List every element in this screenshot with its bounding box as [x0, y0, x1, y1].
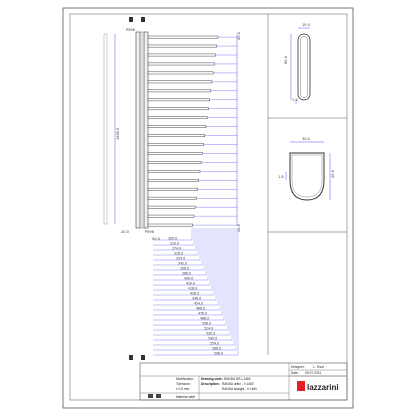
tube-bar — [148, 36, 218, 38]
cup-left-label: 1.8 — [278, 175, 284, 179]
cascade-dim-label: 530.0 — [206, 331, 216, 336]
cascade-dim-label: 324.0 — [176, 256, 186, 261]
cup-outer — [290, 153, 324, 200]
tube-bar — [148, 197, 196, 199]
cascade-dim-label: 410.0 — [186, 281, 196, 286]
material-label: Material steel — [176, 395, 195, 399]
cascade-dim-label: 454.0 — [194, 301, 204, 306]
cascade-dim-label: 274.0 — [172, 246, 182, 251]
drawing-code-value: RANDA DR-I-1460 — [224, 377, 251, 381]
bottom-marker-b — [141, 355, 145, 360]
title-block — [140, 363, 347, 400]
top-marker-b — [141, 17, 145, 22]
description-value-2: RANDA straight - h 1460 — [222, 387, 257, 391]
tube-bar — [148, 179, 199, 181]
modification-label: Modification: — [176, 377, 194, 381]
tube-bar — [148, 117, 207, 119]
cup-inner — [292, 155, 322, 197]
cascade-dim-label: 596.0 — [214, 351, 224, 356]
brand-logo-icon — [297, 381, 305, 391]
left-bottom-label: 20.0 — [121, 230, 129, 234]
mid-bottom-label: 50.0 — [152, 237, 160, 241]
overall-height-label: 1460.0 — [116, 127, 120, 140]
date-value: 09-07-2011 — [305, 371, 322, 375]
cascade-dim-label: 300.0 — [168, 236, 178, 241]
designer-label: Designer: — [291, 365, 305, 369]
cascade-dim-label: 316.0 — [174, 251, 184, 256]
left-side-rail — [104, 34, 107, 224]
rail-right — [144, 32, 148, 228]
tube-bar — [148, 161, 201, 163]
cup-height-label: 40.0 — [331, 170, 335, 178]
tube-bar — [148, 224, 193, 226]
cascade-dim-label: 356.0 — [180, 266, 190, 271]
tube-bar — [148, 215, 194, 217]
tube-bar — [148, 72, 213, 74]
cascade-dim-label: 426.0 — [190, 291, 200, 296]
cascade-dim-label: 554.0 — [210, 341, 220, 346]
tube-bar — [148, 170, 200, 172]
profile-width-label: 10.0 — [302, 23, 310, 27]
tolerance-label: Tolerance: — [176, 382, 191, 386]
right-label-top: 40.0 — [237, 32, 241, 40]
tube-bar — [148, 152, 202, 154]
cup-width-label: 30.0 — [302, 137, 310, 141]
cascade-dim-label: 400.0 — [184, 276, 194, 281]
plot-icon-b — [156, 394, 161, 398]
rail-core — [140, 32, 144, 228]
tube-bar — [148, 54, 216, 56]
profile-height-label: 60.0 — [284, 56, 288, 64]
bottom-ref-label: P596 — [145, 230, 154, 234]
main-front-view — [104, 17, 241, 360]
designer-value: L. Tezzi — [313, 365, 324, 369]
plot-icon-a — [148, 394, 153, 398]
tube-bars — [148, 36, 218, 226]
cascade-dim-label: 486.0 — [200, 316, 210, 321]
tube-bar — [148, 126, 206, 128]
tube-bar — [148, 134, 205, 136]
tube-bar — [148, 99, 210, 101]
cascade-dim-label: 466.0 — [196, 306, 206, 311]
cascade-dim-label: 418.0 — [188, 286, 198, 291]
cascade-dim-label: 524.0 — [204, 326, 214, 331]
cascade-dim-label: 506.0 — [202, 321, 212, 326]
cascade-dim-label: 476.0 — [198, 311, 208, 316]
tolerance-value: ± 0.5 mm — [176, 387, 190, 391]
bottom-marker-a — [129, 355, 133, 360]
cascade-dim-label: 342.0 — [178, 261, 188, 266]
sheet-outer-border — [63, 8, 353, 408]
rail-left — [136, 32, 140, 228]
top-ref-label: P596 — [126, 28, 135, 32]
tube-bar — [148, 108, 208, 110]
tube-bar — [148, 188, 198, 190]
description-value: RANDA dritto - h 1460 — [222, 382, 254, 386]
tube-bar — [148, 206, 195, 208]
tube-bar — [148, 81, 212, 83]
profile-outer — [298, 34, 310, 100]
cascade-dim-label: 566.0 — [212, 346, 222, 351]
top-marker-a — [129, 17, 133, 22]
profile-bottom-label: 1.5 — [292, 98, 298, 102]
cascade-dim-label: 540.0 — [208, 336, 218, 341]
cascade-dim-label: 310.0 — [170, 241, 180, 246]
profile-inner — [301, 37, 308, 98]
top-profile-view — [284, 23, 310, 104]
brand-name: lazzarini — [307, 383, 339, 392]
date-label: Date: — [291, 371, 299, 375]
drawing-code-label: Drawing code: — [201, 377, 223, 381]
cascade-dim-label: 366.0 — [182, 271, 192, 276]
tube-bar — [148, 143, 204, 145]
tube-bar — [148, 90, 211, 92]
cascade-dim-label: 436.0 — [192, 296, 202, 301]
description-label: Description: — [201, 382, 220, 386]
cup-section-view — [278, 137, 335, 200]
tube-bar — [148, 63, 214, 65]
tube-bar — [148, 45, 217, 47]
right-label-bottom: 20.0 — [237, 224, 241, 232]
